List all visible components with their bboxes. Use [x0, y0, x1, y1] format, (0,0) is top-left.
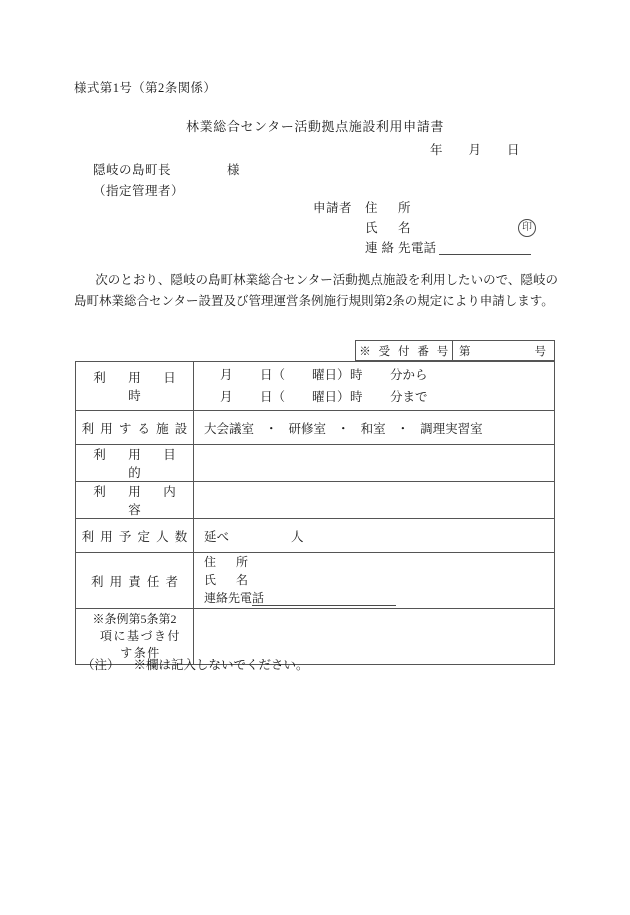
row-value-purpose[interactable]	[194, 445, 555, 482]
row-value-people[interactable]	[194, 519, 555, 553]
manager-address-label: 住 所	[204, 555, 253, 569]
conditions-label-line3: す条件	[120, 646, 161, 660]
facility-separator: ・	[265, 421, 278, 436]
datetime-to-hour: 時	[350, 390, 363, 404]
application-table	[75, 361, 555, 665]
receipt-prefix: 第	[459, 345, 471, 358]
conditions-label-line2: 項に基づき付	[99, 629, 181, 643]
addressee-subtitle: （指定管理者）	[93, 184, 185, 198]
page-title: 林業総合センター活動拠点施設利用申請書	[186, 119, 444, 134]
datetime-to-tail: 分まで	[390, 390, 428, 404]
form-code: 様式第1号（第2条関係）	[74, 81, 217, 95]
date-year: 年	[430, 143, 443, 157]
facility-options	[204, 419, 554, 437]
manager-tel-rule	[252, 605, 396, 606]
facility-separator: ・	[396, 421, 410, 436]
facility-option-3[interactable]: 調理実習室	[420, 421, 483, 436]
manager-fields	[204, 553, 554, 608]
receipt-suffix: 号	[534, 345, 546, 358]
addressee-honorific: 様	[227, 163, 241, 177]
people-unit: 人	[291, 529, 304, 544]
people-prefix: 延べ	[204, 529, 230, 544]
datetime-to-weekday: 曜日）	[312, 390, 350, 404]
facility-separator: ・	[337, 421, 350, 436]
receipt-number-box	[355, 340, 555, 361]
datetime-line-to	[204, 386, 554, 408]
footnote-text: ※欄は記入しないでください。	[133, 658, 309, 672]
receipt-number-value	[453, 341, 554, 360]
people-count-field	[204, 527, 554, 545]
seal-icon: 印	[518, 219, 536, 237]
manager-tel-label: 電話	[240, 591, 265, 605]
row-label-facility: 利 用 す る 施 設	[76, 411, 194, 445]
applicant-label: 申請者	[313, 201, 353, 215]
facility-option-0[interactable]: 大会議室	[204, 421, 255, 436]
table-row	[76, 553, 555, 609]
conditions-label-line1: ※条例第5条第2	[92, 612, 177, 626]
addressee	[93, 160, 240, 178]
manager-address-line	[204, 553, 554, 571]
applicant-tel-label: 電話	[411, 241, 437, 255]
row-label-people: 利 用 予 定 人 数	[76, 519, 194, 553]
footnote	[82, 655, 309, 673]
receipt-number-label: ※ 受 付 番 号	[356, 341, 453, 360]
datetime-from-day: 日（	[260, 368, 286, 382]
table-row	[76, 482, 555, 519]
datetime-from-weekday: 曜日）	[312, 368, 350, 382]
datetime-to-month: 月	[220, 390, 233, 404]
row-value-datetime[interactable]	[194, 362, 555, 411]
datetime-from-tail: 分から	[390, 368, 428, 382]
table-row	[76, 519, 555, 553]
table-row	[76, 445, 555, 482]
manager-name-label: 氏 名	[204, 573, 253, 587]
row-value-manager[interactable]	[194, 553, 555, 609]
datetime-to-day: 日（	[260, 390, 286, 404]
datetime-from-month: 月	[220, 368, 233, 382]
date-month: 月	[468, 143, 482, 157]
applicant-contact-label: 連絡先	[365, 241, 415, 255]
table-row	[76, 411, 555, 445]
applicant-address-label: 住 所	[365, 201, 415, 215]
applicant-name-label: 氏 名	[365, 221, 415, 235]
row-label-datetime: 利 用 日 時	[76, 362, 194, 411]
row-label-content: 利 用 内 容	[76, 482, 194, 519]
row-label-purpose: 利 用 目 的	[76, 445, 194, 482]
datetime-line-from	[204, 364, 554, 386]
row-label-manager: 利 用 責 任 者	[76, 553, 194, 609]
row-value-content[interactable]	[194, 482, 555, 519]
date-day: 日	[507, 143, 520, 157]
body-paragraph: 次のとおり、隠岐の島町林業総合センター活動拠点施設を利用したいので、隠岐の島町林業総合センター設置及び管理運営条例施行規則第2条の規定により申請します。	[74, 273, 558, 308]
manager-contact-label: 連絡先	[204, 591, 241, 605]
addressee-name: 隠岐の島町長	[93, 163, 172, 177]
row-value-facility[interactable]	[194, 411, 555, 445]
facility-option-2[interactable]: 和室	[360, 421, 386, 436]
footnote-marker: （注）	[82, 658, 120, 672]
date-line	[430, 140, 520, 158]
applicant-tel-rule	[439, 254, 531, 255]
table-row	[76, 362, 555, 411]
datetime-from-hour: 時	[350, 368, 363, 382]
facility-option-1[interactable]: 研修室	[288, 421, 327, 436]
manager-name-line	[204, 571, 554, 589]
